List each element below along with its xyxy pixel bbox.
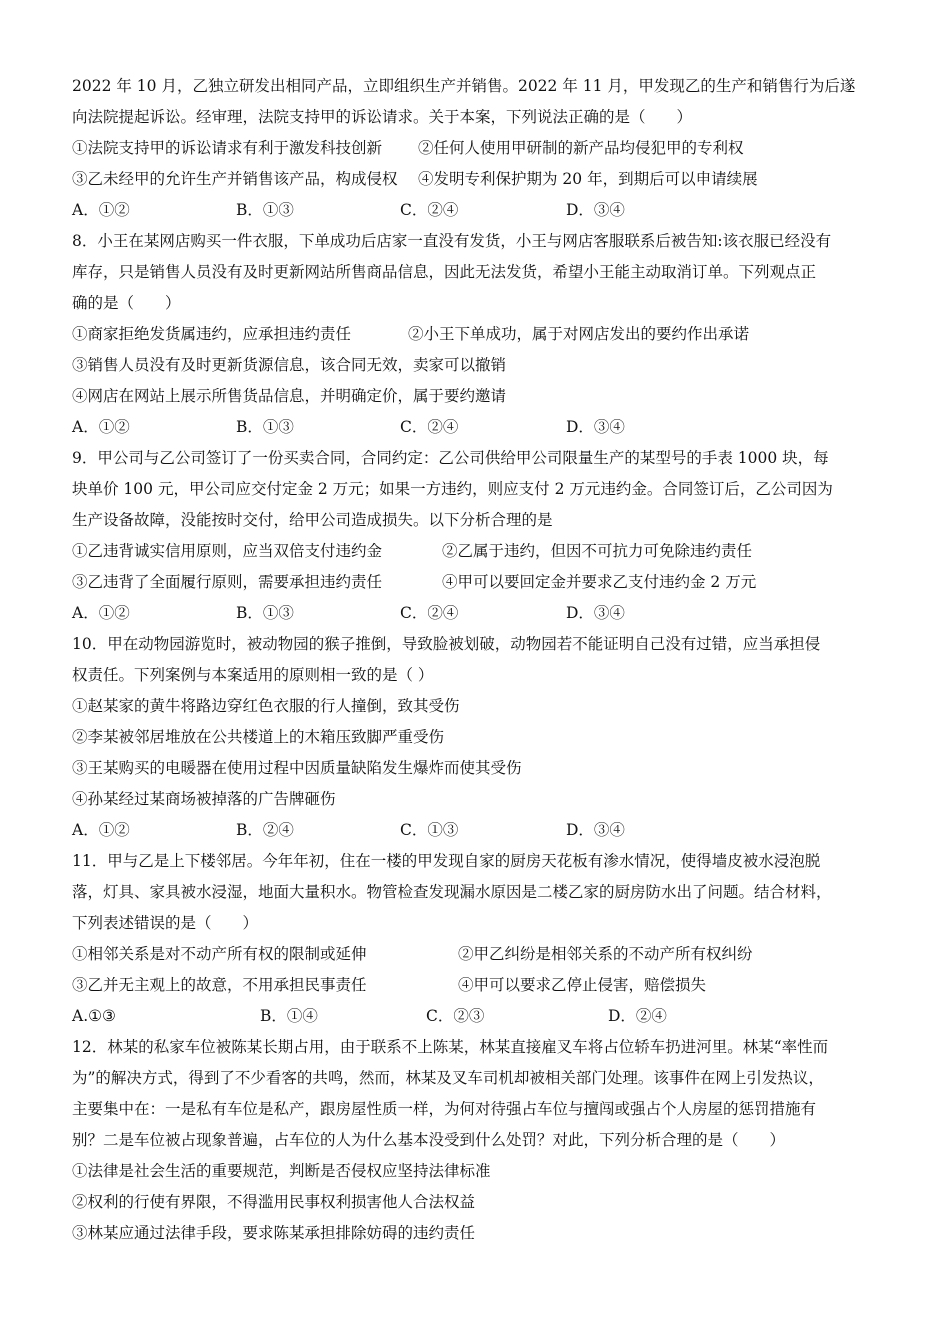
q7-stem-line-1: 2022 年 10 月，乙独立研发出相同产品，立即组织生产并销售。2022 年 11 月，甲发现乙的生产和销售行为后遂	[72, 77, 856, 95]
q11-statement-2: ②甲乙纠纷是相邻关系的不动产所有权纠纷	[458, 945, 753, 963]
q11-option-a: A.①③	[72, 1007, 116, 1025]
q11-option-c: C．②③	[426, 1007, 485, 1025]
q8-options	[72, 416, 882, 438]
q11-stem-line-3: 下列表述错误的是（ ）	[72, 914, 259, 932]
q10-stem-line-1: 10．甲在动物园游览时，被动物园的猴子推倒，导致脸被划破，动物园若不能证明自己没有过错，应当承担侵	[72, 635, 821, 653]
q7-stem-line-2: 向法院提起诉讼。经审理，法院支持甲的诉讼请求。关于本案，下列说法正确的是（ ）	[72, 108, 693, 126]
q12-statement-2: ②权利的行使有界限，不得滥用民事权利损害他人合法权益	[72, 1193, 476, 1211]
q10-stem-line-2: 权责任。下列案例与本案适用的原则相一致的是（ ）	[72, 666, 434, 684]
q12-stem-line-2: 为”的解决方式，得到了不少看客的共鸣，然而，林某及叉车司机却被相关部门处理。该事件在网上引发热议，	[72, 1069, 824, 1087]
q9-option-a: A．①②	[72, 604, 130, 622]
q12-statement-3: ③林某应通过法律手段，要求陈某承担排除妨碍的违约责任	[72, 1224, 476, 1242]
q11-stem-line-1: 11．甲与乙是上下楼邻居。今年年初，住在一楼的甲发现自家的厨房天花板有渗水情况，使得墙皮被水浸泡脱	[72, 852, 821, 870]
q8-option-d: D．③④	[566, 418, 625, 436]
q12-stem-line-3: 主要集中在：一是私有车位是私产，跟房屋性质一样，为何对待强占车位与擅闯或强占个人房屋的惩罚措施有	[72, 1100, 817, 1118]
q10-statement-3: ③王某购买的电暖器在使用过程中因质量缺陷发生爆炸而使其受伤	[72, 759, 522, 777]
q11-option-d: D．②④	[608, 1007, 667, 1025]
q9-statement-3: ③乙违背了全面履行原则，需要承担违约责任	[72, 573, 383, 591]
q11-statement-row-2	[72, 974, 882, 996]
q9-stem-line-1: 9．甲公司与乙公司签订了一份买卖合同，合同约定：乙公司供给甲公司限量生产的某型号的手表 1000 块，每	[72, 449, 829, 467]
q8-statement-2: ②小王下单成功，属于对网店发出的要约作出承诺	[408, 325, 750, 343]
q11-statement-row-1	[72, 943, 882, 965]
q7-statement-row-1	[72, 137, 882, 159]
q7-option-c: C．②④	[400, 201, 459, 219]
q9-stem-line-3: 生产设备故障，没能按时交付，给甲公司造成损失。以下分析合理的是	[72, 511, 553, 529]
q11-statement-3: ③乙并无主观上的故意，不用承担民事责任	[72, 976, 367, 994]
q8-option-b: B．①③	[236, 418, 294, 436]
q12-statement-1: ①法律是社会生活的重要规范，判断是否侵权应坚持法律标准	[72, 1162, 491, 1180]
q7-statement-4: ④发明专利保护期为 20 年，到期后可以申请续展	[418, 170, 758, 188]
q8-statement-1: ①商家拒绝发货属违约，应承担违约责任	[72, 325, 352, 343]
q11-option-b: B．①④	[260, 1007, 318, 1025]
q7-statement-row-2	[72, 168, 882, 190]
q8-statement-4: ④网店在网站上展示所售货品信息，并明确定价，属于要约邀请	[72, 387, 507, 405]
q8-statement-row-1	[72, 323, 882, 345]
q10-statement-1: ①赵某家的黄牛将路边穿红色衣服的行人撞倒，致其受伤	[72, 697, 460, 715]
q8-option-c: C．②④	[400, 418, 459, 436]
q12-stem-line-4: 别？二是车位被占现象普遍，占车位的人为什么基本没受到什么处罚？对此，下列分析合理的是（ ）	[72, 1131, 786, 1149]
q10-options	[72, 819, 882, 841]
q7-option-a: A．①②	[72, 201, 130, 219]
q10-statement-4: ④孙某经过某商场被掉落的广告牌砸伤	[72, 790, 336, 808]
q10-option-a: A．①②	[72, 821, 130, 839]
q9-option-b: B．①③	[236, 604, 294, 622]
q10-option-b: B．②④	[236, 821, 294, 839]
q7-option-d: D．③④	[566, 201, 625, 219]
q11-options	[72, 1005, 882, 1027]
q12-stem-line-1: 12．林某的私家车位被陈某长期占用，由于联系不上陈某，林某直接雇叉车将占位轿车扔进河里。林某“率性而	[72, 1038, 829, 1056]
q9-options	[72, 602, 882, 624]
q7-statement-1: ①法院支持甲的诉讼请求有利于激发科技创新	[72, 139, 383, 157]
q10-option-c: C．①③	[400, 821, 459, 839]
q8-stem-line-2: 库存，只是销售人员没有及时更新网站所售商品信息，因此无法发货，希望小王能主动取消订单。下列观点正	[72, 263, 817, 281]
q8-stem-line-1: 8．小王在某网店购买一件衣服，下单成功后店家一直没有发货，小王与网店客服联系后被告知:该衣服已经没有	[72, 232, 832, 250]
q8-statement-3: ③销售人员没有及时更新货源信息，该合同无效，卖家可以撤销	[72, 356, 507, 374]
q10-statement-2: ②李某被邻居堆放在公共楼道上的木箱压致脚严重受伤	[72, 728, 445, 746]
q9-stem-line-2: 块单价 100 元，甲公司应交付定金 2 万元；如果一方违约，则应支付 2 万元违约金。合同签订后，乙公司因为	[72, 480, 833, 498]
q9-option-c: C．②④	[400, 604, 459, 622]
q7-statement-2: ②任何人使用甲研制的新产品均侵犯甲的专利权	[418, 139, 744, 157]
q9-statement-row-1	[72, 540, 882, 562]
q8-option-a: A．①②	[72, 418, 130, 436]
q9-statement-row-2	[72, 571, 882, 593]
q10-option-d: D．③④	[566, 821, 625, 839]
q11-statement-1: ①相邻关系是对不动产所有权的限制或延伸	[72, 945, 367, 963]
q8-stem-line-3: 确的是（ ）	[72, 294, 181, 312]
q9-statement-1: ①乙违背诚实信用原则，应当双倍支付违约金	[72, 542, 383, 560]
q11-stem-line-2: 落，灯具、家具被水浸湿，地面大量积水。物管检查发现漏水原因是二楼乙家的厨房防水出了问题。结合材料，	[72, 883, 832, 901]
q11-statement-4: ④甲可以要求乙停止侵害，赔偿损失	[458, 976, 707, 994]
q9-statement-2: ②乙属于违约，但因不可抗力可免除违约责任	[442, 542, 753, 560]
q7-options	[72, 199, 882, 221]
q9-statement-4: ④甲可以要回定金并要求乙支付违约金 2 万元	[442, 573, 757, 591]
q7-statement-3: ③乙未经甲的允许生产并销售该产品，构成侵权	[72, 170, 398, 188]
q9-option-d: D．③④	[566, 604, 625, 622]
q7-option-b: B．①③	[236, 201, 294, 219]
